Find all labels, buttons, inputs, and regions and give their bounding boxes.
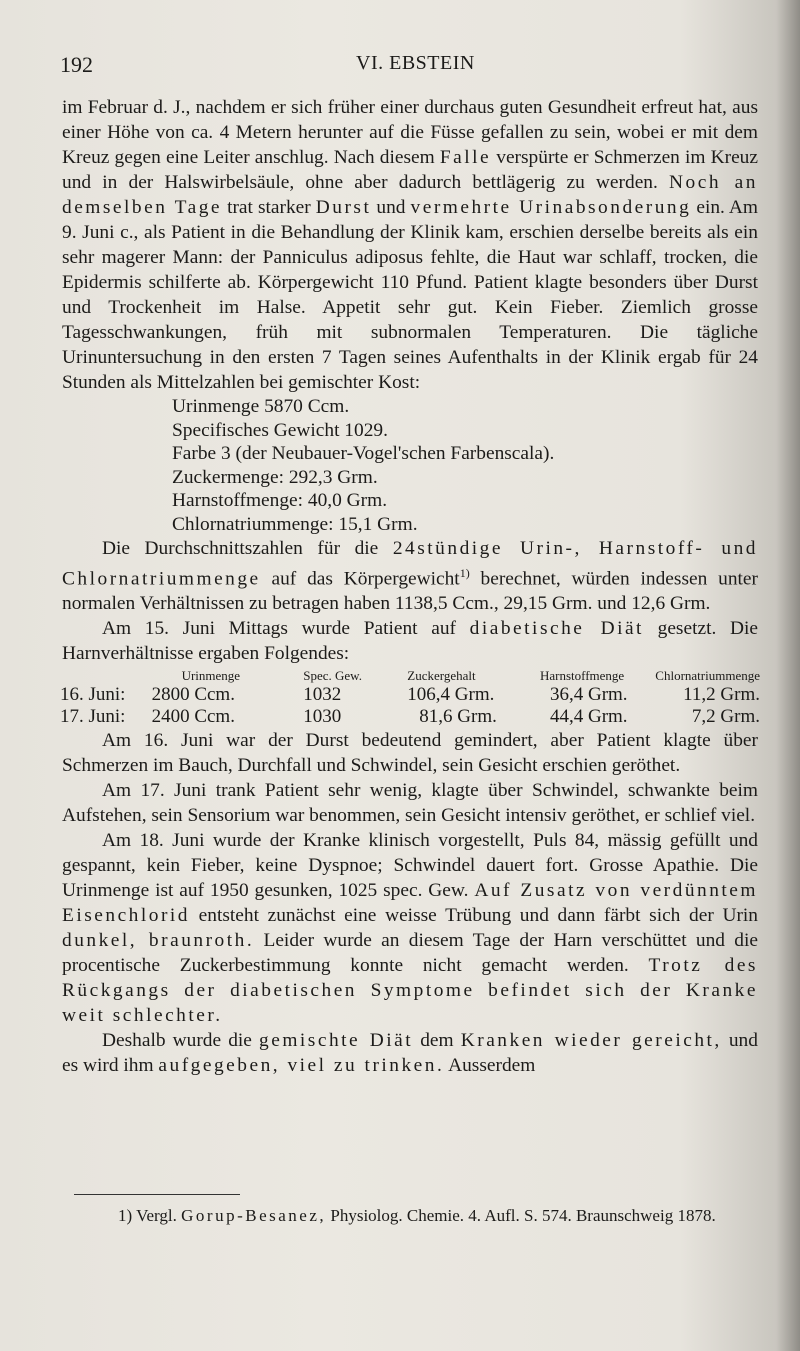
page-header xyxy=(60,52,756,82)
table-cell: 11,2 Grm. xyxy=(683,684,760,706)
text-run: trat starker xyxy=(227,197,311,218)
spaced-text: Trotz des Rückgangs der diabetischen Symptome befindet sich der Kranke weit schlechter. xyxy=(62,955,758,1027)
spaced-text: Noch an demselben Tage xyxy=(62,172,758,218)
table-cell: 2400 Ccm. xyxy=(151,706,235,728)
spaced-text: 24stündige Urin-, Harnstoff- und Chlornatriummenge xyxy=(62,538,758,590)
table-cell: 44,4 Grm. xyxy=(549,706,628,728)
running-head: VI. EBSTEIN xyxy=(356,52,475,74)
table-cell: 7,2 Grm. xyxy=(691,706,760,728)
table-header-row xyxy=(60,668,760,684)
paragraph-4: Am 16. Juni war der Durst bedeutend gemindert, aber Patient klagte über Schmerzen im Bauch, Durchfall und Schwindel, sein Gesicht erschien geröthet. xyxy=(62,730,758,777)
table-cell: 106,4 Grm. xyxy=(407,684,495,706)
spaced-text: Gorup-Besanez, xyxy=(181,1206,327,1225)
table-cell: 81,6 Grm. xyxy=(419,706,497,728)
list-item: Harnstoffmenge: 40,0 Grm. xyxy=(172,490,388,511)
spaced-text: diabetische Diät xyxy=(469,618,644,640)
urine-table xyxy=(60,668,760,728)
table-cell: 1032 xyxy=(303,684,342,706)
text-run: im Februar d. J., nachdem er sich früher einer durchaus guten Gesundheit erfreut hat, aus einer Höhe von ca. 4 Metern herunter auf die Füsse gefallen zu sein, wobei er mit dem Kreuz gegen eine Leiter anschlug. Nach diesem xyxy=(62,97,758,168)
urine-average-list xyxy=(172,395,758,536)
text-run: Leider wurde an diesem Tage der Harn verschüttet und die procentische Zuckerbestimmung konnte nicht gemacht werden. xyxy=(62,930,758,977)
text-run: ein. Am 9. Juni c., als Patient in die Behandlung der Klinik kam, erschien derselbe bereits als ein sehr magerer Mann: der Panniculus adiposus fehlte, die Haut war schlaff, trocken, die Epidermis schilferte ab. Körpergewicht 110 Pfund. Patient klagte besonders über Durst und Trockenheit im Halse. Appetit sehr gut. Kein Fieber. Ziemlich grosse Tagesschwankungen, früh mit subnormalen Temperaturen. Die tägliche Urinuntersuchung in den ersten 7 Tagen seines Aufenthalts in der Klinik ergab für 24 Stunden als Mittelzahlen bei gemischter Kost: xyxy=(62,197,758,393)
text-run: Physiolog. Chemie. 4. Aufl. S. 574. Braunschweig 1878. xyxy=(330,1206,716,1225)
paragraph-5: Am 17. Juni trank Patient sehr wenig, klagte über Schwindel, schwankte beim Aufstehen, sein Sensorium war benommen, sein Gesicht intensiv geröthet, er schlief viel. xyxy=(62,780,758,827)
spaced-text: Durst xyxy=(315,197,372,218)
text-run: auf das Körpergewicht xyxy=(271,568,460,590)
table-header xyxy=(60,668,152,684)
table-header: Urinmenge xyxy=(181,668,241,684)
text-run: gesetzt. Die Harnverhältnisse ergaben Folgendes: xyxy=(62,618,758,665)
text-run: dem xyxy=(420,1030,454,1052)
text-run: entsteht zunächst eine weisse Trübung und dann färbt sich der Urin xyxy=(198,905,758,927)
text-run: 1) Vergl. xyxy=(118,1206,177,1225)
spaced-text: gemischte Diät xyxy=(259,1030,414,1052)
spaced-text: aufgegeben, viel zu trinken. xyxy=(158,1055,445,1077)
spaced-text: Kranken wieder gereicht, xyxy=(460,1030,722,1052)
table-cell: 16. Juni: xyxy=(60,684,126,706)
paragraph-1 xyxy=(62,95,758,395)
list-item: Zuckermenge: 292,3 Grm. xyxy=(172,466,378,488)
text-run: Am 18. Juni wurde der Kranke klinisch vorgestellt, Puls 84, mässig gefüllt und gespannt, kein Fieber, keine Dyspnoe; Schwindel dauert fort. Grosse Apathie. Die Urinmenge ist auf 1950 gesunken, 1025 spec. Gew. xyxy=(62,830,758,902)
text-run: berechnet, würden indessen unter normalen Verhältnissen zu betragen haben 1138,5 Ccm., 29,15 Grm. und 12,6 Grm. xyxy=(62,568,758,615)
page-number: 192 xyxy=(60,52,93,77)
list-item: Chlornatriummenge: 15,1 Grm. xyxy=(172,513,418,535)
list-item: Specifisches Gewicht 1029. xyxy=(172,419,388,441)
spaced-text: dunkel, braunroth. xyxy=(62,930,255,952)
spaced-text: vermehrte Urinabsonderung xyxy=(410,197,692,218)
table-header: Zuckergehalt xyxy=(407,668,476,684)
spaced-text: Auf Zusatz von verdünntem Eisenchlorid xyxy=(62,880,758,927)
spaced-text: Falle xyxy=(439,147,492,168)
text-run: Die Durchschnittszahlen für die xyxy=(102,538,379,559)
table-cell: 17. Juni: xyxy=(60,706,126,728)
paragraph-7 xyxy=(62,1028,758,1078)
table-row xyxy=(60,706,760,728)
footnote-divider xyxy=(74,1194,240,1195)
table-header: Spec. Gew. xyxy=(303,668,362,684)
text-run: Am 15. Juni Mittags wurde Patient auf xyxy=(102,618,456,640)
table-row xyxy=(60,684,760,706)
text-run: Ausserdem xyxy=(448,1055,536,1077)
table-cell: 2800 Ccm. xyxy=(151,684,235,706)
paragraph-3 xyxy=(62,616,758,666)
text-run: verspürte er Schmerzen im Kreuz und in der Halswirbelsäule, ohne aber dadurch bettlägerig zu werden. xyxy=(62,147,758,193)
text-run: und es wird ihm xyxy=(62,1030,758,1077)
paragraph-6 xyxy=(62,828,758,1028)
list-item: Urinmenge 5870 Ccm. xyxy=(172,396,350,417)
paragraph-2 xyxy=(62,536,758,616)
text-run: und xyxy=(376,197,406,218)
table-cell: 1030 xyxy=(303,706,342,728)
table-cell: 36,4 Grm. xyxy=(549,684,628,706)
footnote xyxy=(62,1203,762,1228)
list-item: Farbe 3 (der Neubauer-Vogel'schen Farbenscala). xyxy=(172,443,555,464)
table-header: Chlornatriummenge xyxy=(655,668,760,684)
footnote-ref: 1) xyxy=(459,566,470,580)
body-text xyxy=(62,95,758,1078)
text-run: Deshalb wurde die xyxy=(102,1030,252,1052)
table-header: Harnstoffmenge xyxy=(539,668,625,684)
